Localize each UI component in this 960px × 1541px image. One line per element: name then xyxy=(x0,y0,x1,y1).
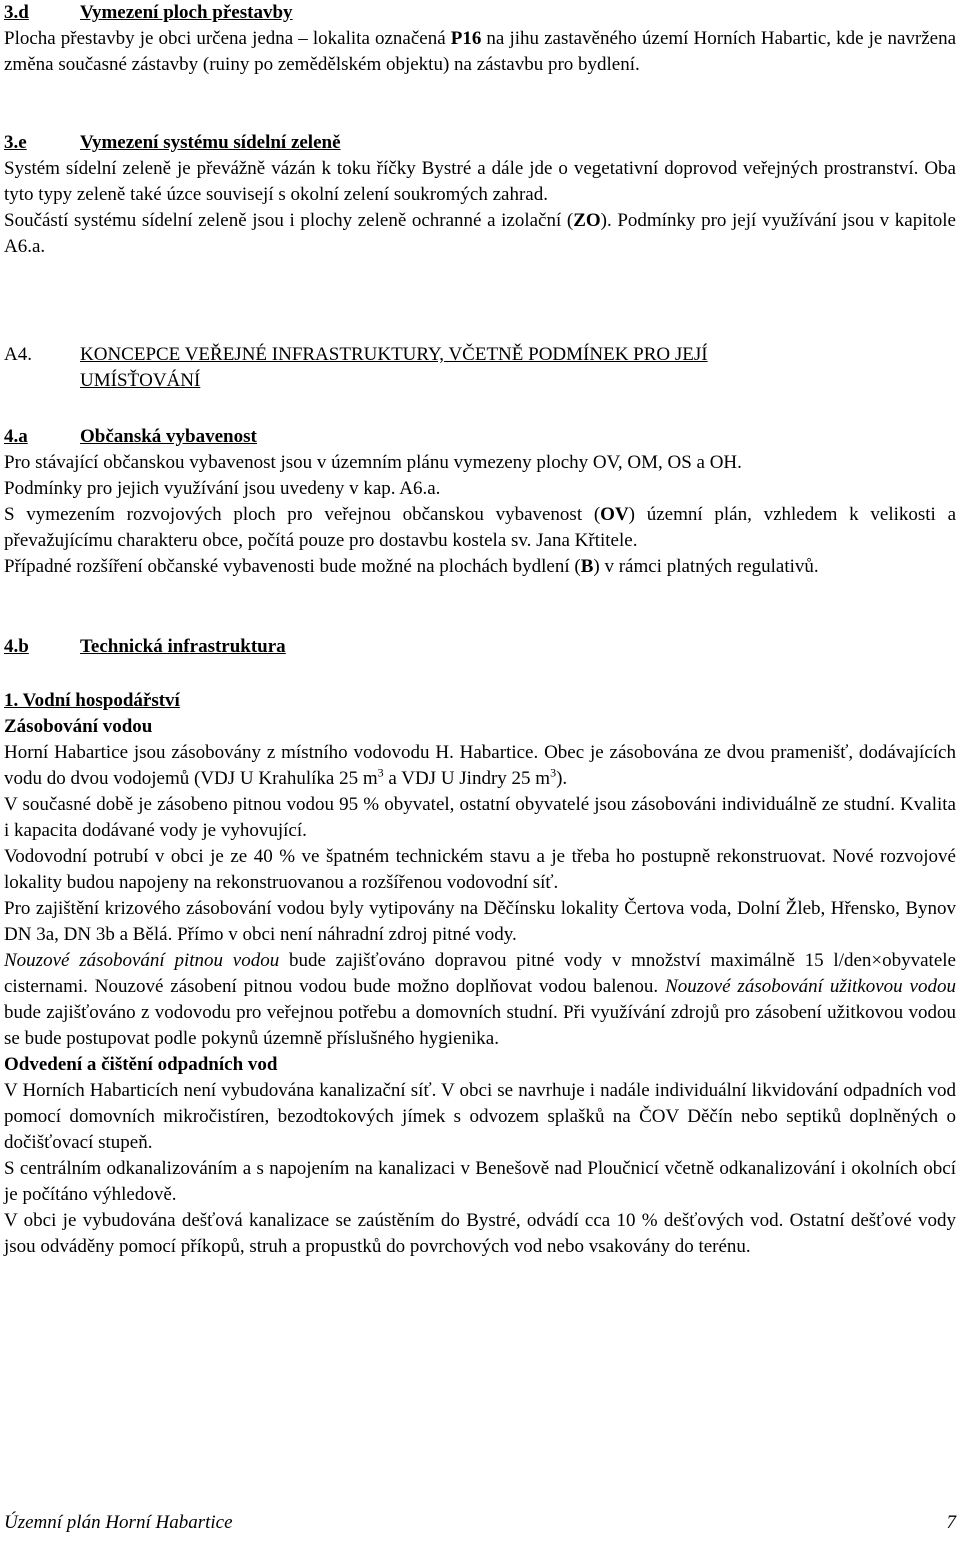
section-4b xyxy=(4,634,956,660)
section-title: Vymezení ploch přestavby xyxy=(80,2,293,23)
section-number: 4.a xyxy=(4,426,28,447)
footer-page-number: 7 xyxy=(946,1512,956,1533)
section-heading xyxy=(4,634,956,660)
paragraph: Podmínky pro jejich využívání jsou uvedeny v kap. A6.a. xyxy=(4,478,441,499)
subsection-heading: 1. Vodní hospodářství xyxy=(4,690,180,711)
paragraph: V Horních Habarticích není vybudována kanalizační síť. V obci se navrhuje i nadále individuální likvidování odpadních vod pomocí domovních mikročistíren, bezodtokových jímek s odvozem splašků na ČOV Děčín nebo septiků doplněných o dočišťovací stupeň. xyxy=(4,1080,956,1153)
paragraph: Vodovodní potrubí v obci je ze 40 % ve špatném technickém stavu a je třeba ho postupně rekonstruovat. Nové rozvojové lokality budou napojeny na rekonstruovanou a rozšířenou vodovodní síť. xyxy=(4,846,956,893)
section-heading xyxy=(4,424,956,450)
section-title: Občanská vybavenost xyxy=(80,426,257,447)
chapter-number: A4. xyxy=(4,344,32,365)
section-3e xyxy=(4,130,956,260)
footer-document-title: Územní plán Horní Habartice xyxy=(4,1512,233,1533)
subsection-subheading: Odvedení a čištění odpadních vod xyxy=(4,1054,278,1075)
paragraph: Systém sídelní zeleně je převážně vázán k toku říčky Bystré a dále jde o vegetativní doprovod veřejných prostranství. Oba tyto typy zeleně také úzce souvisejí s okolní zelení soukromých zahrad. xyxy=(4,158,956,205)
section-title: Vymezení systému sídelní zeleně xyxy=(80,132,341,153)
chapter-heading xyxy=(4,342,956,394)
paragraph: Součástí systému sídelní zeleně jsou i plochy zeleně ochranné a izolační (ZO). Podmínky pro její využívání jsou v kapitole A6.a. xyxy=(4,210,956,257)
paragraph: Horní Habartice jsou zásobovány z místního vodovodu H. Habartice. Obec je zásobována ze dvou pramenišť, dodávajících vodu do dvou vodojemů (VDJ U Krahulíka 25 $m^3$ a VDJ U Jindry 25 $m^3$). xyxy=(4,742,956,789)
paragraph: Pro zajištění krizového zásobování vodou byly vytipovány na Děčínsku lokality Čertova voda, Dolní Žleb, Hřensko, Bynov DN 3a, DN 3b a Bělá. Přímo v obci není náhradní zdroj pitné vody. xyxy=(4,898,956,945)
chapter-a4 xyxy=(4,342,956,394)
section-heading xyxy=(4,130,956,156)
section-number: 3.d xyxy=(4,2,29,23)
paragraph: Plocha přestavby je obci určena jedna – lokalita označená P16 na jihu zastavěného území Horních Habartic, kde je navržena změna současné zástavby (ruiny po zemědělském objektu) na zástavbu pro bydlení. xyxy=(4,28,956,75)
paragraph: S centrálním odkanalizováním a s napojením na kanalizaci v Benešově nad Ploučnicí včetně odkanalizování i okolních obcí je počítáno výhledově. xyxy=(4,1158,956,1205)
chapter-title: KONCEPCE VEŘEJNÉ INFRASTRUKTURY, VČETNĚ PODMÍNEK PRO JEJÍ UMÍSŤOVÁNÍ xyxy=(80,344,708,391)
section-heading xyxy=(4,0,956,26)
page-footer xyxy=(4,1510,956,1536)
section-4a xyxy=(4,424,956,580)
section-title: Technická infrastruktura xyxy=(80,636,286,657)
paragraph: Pro stávající občanskou vybavenost jsou v územním plánu vymezeny plochy OV, OM, OS a OH. xyxy=(4,452,742,473)
section-3d xyxy=(4,0,956,78)
paragraph: Případné rozšíření občanské vybavenosti bude možné na plochách bydlení (B) v rámci platných regulativů. xyxy=(4,556,819,577)
section-number: 4.b xyxy=(4,636,29,657)
water-management xyxy=(4,688,956,1260)
section-number: 3.e xyxy=(4,132,27,153)
paragraph: Nouzové zásobování pitnou vodou bude zajišťováno dopravou pitné vody v množství maximálně 15 l/den×obyvatele cisternami. Nouzové zásobení pitnou vodou bude možno doplňovat vodou balenou. Nouzové zásobování užitkovou vodou bude zajišťováno z vodovodu pro veřejnou potřebu a domovních studní. Při využívání zdrojů pro zásobení užitkovou vodou se bude postupovat podle pokynů územně příslušného hygienika. xyxy=(4,950,956,1049)
subsection-subheading: Zásobování vodou xyxy=(4,716,153,737)
paragraph: V současné době je zásobeno pitnou vodou 95 % obyvatel, ostatní obyvatelé jsou zásobováni individuálně ze studní. Kvalita i kapacita dodávané vody je vyhovující. xyxy=(4,794,956,841)
paragraph: S vymezením rozvojových ploch pro veřejnou občanskou vybavenost (OV) územní plán, vzhledem k velikosti a převažujícímu charakteru obce, počítá pouze pro dostavbu kostela sv. Jana Křtitele. xyxy=(4,504,957,551)
paragraph: V obci je vybudována dešťová kanalizace se zaústěním do Bystré, odvádí cca 10 % dešťových vod. Ostatní dešťové vody jsou odváděny pomocí příkopů, struh a propustků do povrchových vod nebo vsakovány do terénu. xyxy=(4,1210,956,1257)
